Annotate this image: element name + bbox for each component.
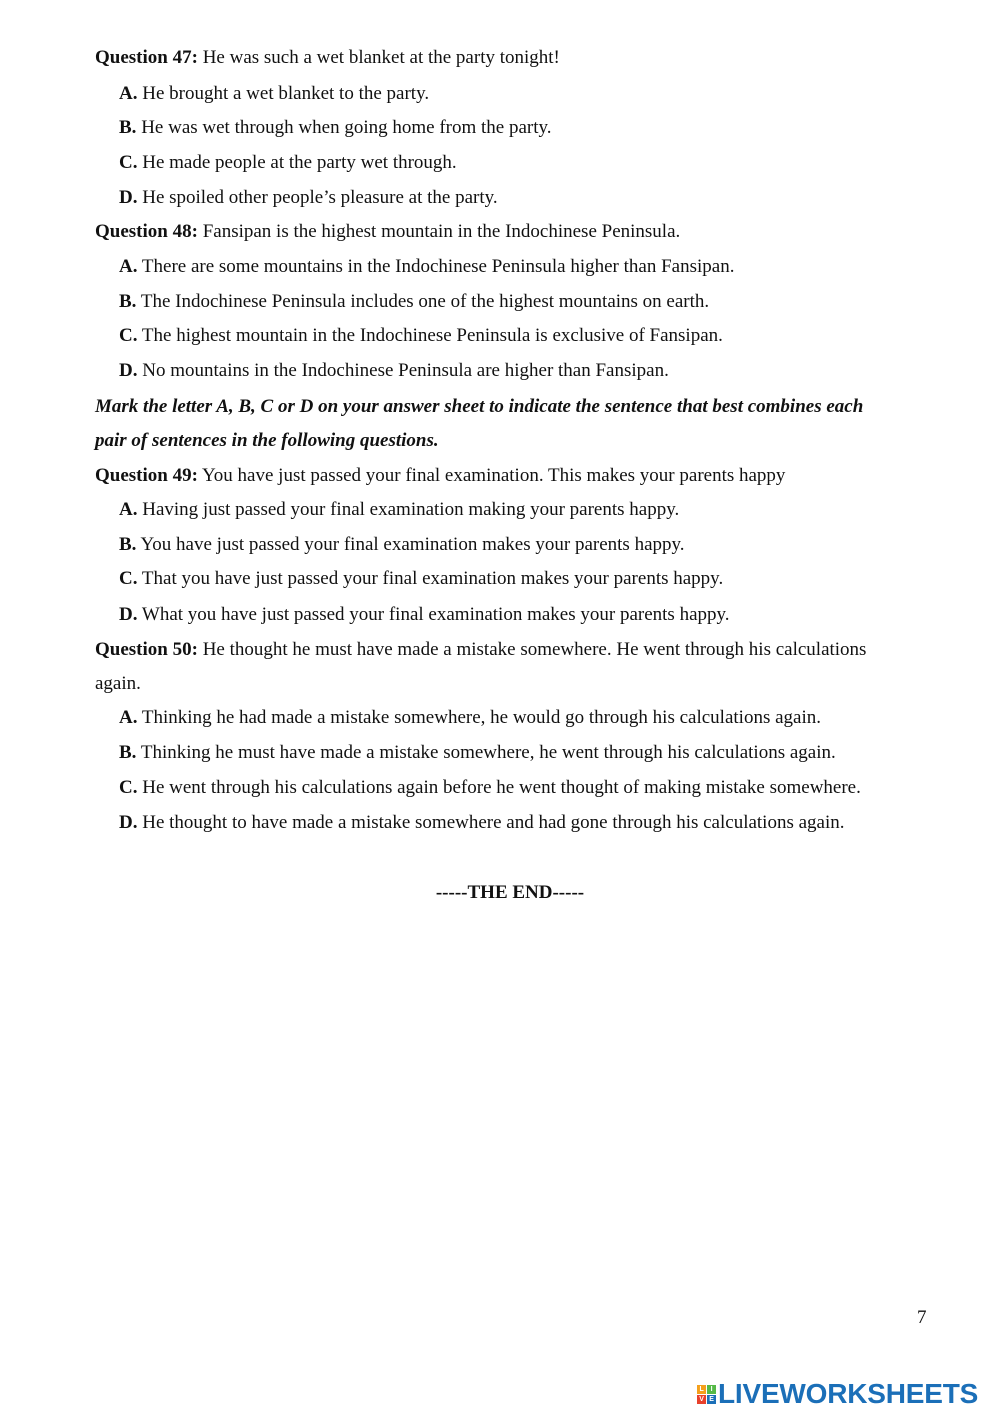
option-letter: B. xyxy=(119,117,137,138)
option-letter: D. xyxy=(119,187,138,208)
option-letter: D. xyxy=(119,604,138,625)
question-48-option-c[interactable] xyxy=(119,324,723,348)
question-48-stem xyxy=(95,220,680,244)
option-letter: A. xyxy=(119,499,138,520)
option-text: Thinking he had made a mistake somewhere, he would go through his calculations again. xyxy=(141,707,821,728)
logo-square: I xyxy=(707,1385,716,1394)
option-text: He was wet through when going home from the party. xyxy=(141,117,552,138)
question-48-option-a[interactable] xyxy=(119,255,734,279)
question-label: Question 49: xyxy=(95,465,198,486)
question-47-option-a[interactable] xyxy=(119,82,429,106)
question-49-option-b[interactable] xyxy=(119,533,685,557)
logo-square: L xyxy=(697,1385,706,1394)
option-text: He thought to have made a mistake somewhere and had gone through his calculations again. xyxy=(142,812,845,833)
option-text: There are some mountains in the Indochinese Peninsula higher than Fansipan. xyxy=(141,256,735,277)
question-50-stem xyxy=(95,638,866,662)
question-50-option-a[interactable] xyxy=(119,706,821,730)
option-letter: B. xyxy=(119,534,137,555)
option-letter: C. xyxy=(119,152,138,173)
option-letter: C. xyxy=(119,777,138,798)
liveworksheets-logo xyxy=(697,1378,978,1410)
section-instruction-line-2: pair of sentences in the following questions. xyxy=(95,430,439,451)
question-47-option-d[interactable] xyxy=(119,186,498,210)
option-text: You have just passed your final examination makes your parents happy. xyxy=(140,534,685,555)
option-letter: A. xyxy=(119,256,138,277)
page-number: 7 xyxy=(917,1307,927,1328)
question-50-option-b[interactable] xyxy=(119,741,836,765)
option-text: No mountains in the Indochinese Peninsula are higher than Fansipan. xyxy=(142,360,669,381)
option-text: Thinking he must have made a mistake somewhere, he went through his calculations again. xyxy=(140,742,836,763)
logo-text: LIVEWORKSHEETS xyxy=(718,1378,979,1409)
option-text: He went through his calculations again before he went thought of making mistake somewhere. xyxy=(142,777,861,798)
option-letter: D. xyxy=(119,812,138,833)
question-49-option-c[interactable] xyxy=(119,567,723,591)
liveworksheets-icon xyxy=(697,1385,716,1404)
option-text: That you have just passed your final examination makes your parents happy. xyxy=(141,568,724,589)
option-text: He spoiled other people’s pleasure at the party. xyxy=(142,187,498,208)
question-47-stem xyxy=(95,46,560,70)
option-text: The highest mountain in the Indochinese Peninsula is exclusive of Fansipan. xyxy=(141,325,723,346)
question-47-option-c[interactable] xyxy=(119,151,457,175)
option-letter: A. xyxy=(119,83,138,104)
question-49-option-d[interactable] xyxy=(119,603,730,627)
question-label: Question 47: xyxy=(95,47,198,68)
question-label: Question 48: xyxy=(95,221,198,242)
option-letter: C. xyxy=(119,325,138,346)
option-letter: D. xyxy=(119,360,138,381)
option-letter: B. xyxy=(119,742,137,763)
question-48-option-d[interactable] xyxy=(119,359,669,383)
option-text: He brought a wet blanket to the party. xyxy=(142,83,430,104)
option-letter: C. xyxy=(119,568,138,589)
question-text: He was such a wet blanket at the party tonight! xyxy=(202,47,560,68)
question-49-option-a[interactable] xyxy=(119,498,679,522)
option-text: Having just passed your final examination making your parents happy. xyxy=(142,499,680,520)
question-50-stem-continued: again. xyxy=(95,673,141,694)
question-50-option-c[interactable] xyxy=(119,776,861,800)
question-label: Question 50: xyxy=(95,639,198,660)
question-48-option-b[interactable] xyxy=(119,290,709,314)
question-text: He thought he must have made a mistake somewhere. He went through his calculations xyxy=(202,639,867,660)
option-text: The Indochinese Peninsula includes one of the highest mountains on earth. xyxy=(140,291,710,312)
end-marker: -----THE END----- xyxy=(435,882,585,903)
question-50-option-d[interactable] xyxy=(119,811,845,835)
option-letter: A. xyxy=(119,707,138,728)
logo-square: V xyxy=(697,1395,706,1404)
question-49-stem xyxy=(95,464,785,488)
option-text: He made people at the party wet through. xyxy=(142,152,457,173)
logo-square: E xyxy=(707,1395,716,1404)
question-47-option-b[interactable] xyxy=(119,116,552,140)
option-text: What you have just passed your final examination makes your parents happy. xyxy=(141,604,730,625)
option-letter: B. xyxy=(119,291,137,312)
question-text: You have just passed your final examination. This makes your parents happy xyxy=(201,465,786,486)
question-text: Fansipan is the highest mountain in the Indochinese Peninsula. xyxy=(202,221,681,242)
section-instruction-line-1: Mark the letter A, B, C or D on your answer sheet to indicate the sentence that best combines each xyxy=(95,396,864,417)
